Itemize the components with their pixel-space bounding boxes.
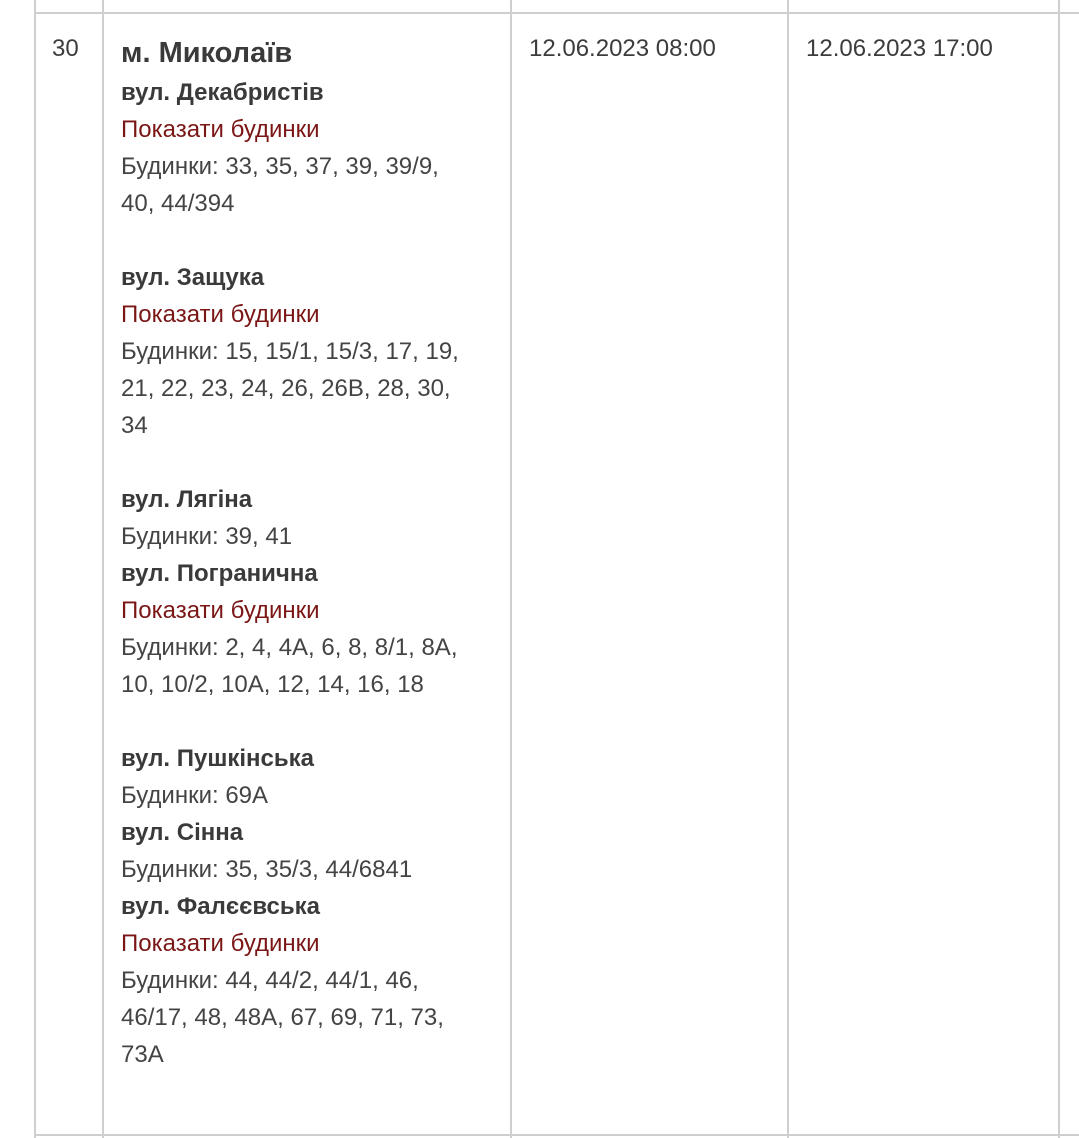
street-block xyxy=(121,555,501,703)
houses-list-line: 40, 44/394 xyxy=(121,190,235,217)
street-block xyxy=(121,888,501,1073)
show-houses-link[interactable]: Показати будинки xyxy=(121,301,320,328)
street-block xyxy=(121,740,501,814)
street-name: вул. Сінна xyxy=(121,819,244,846)
houses-list-line: Будинки: 33, 35, 37, 39, 39/9, xyxy=(121,153,439,180)
houses-list-line: 73А xyxy=(121,1041,164,1068)
row-divider-top xyxy=(34,12,1079,14)
column-divider-address xyxy=(510,0,512,1138)
houses-list-line: 46/17, 48, 48А, 67, 69, 71, 73, xyxy=(121,1004,444,1031)
houses-list-line: Будинки: 44, 44/2, 44/1, 46, xyxy=(121,967,419,994)
column-divider-number xyxy=(102,0,104,1138)
street-block xyxy=(121,814,501,888)
show-houses-link[interactable]: Показати будинки xyxy=(121,930,320,957)
houses-list-line: 34 xyxy=(121,412,148,439)
column-divider-start xyxy=(787,0,789,1138)
houses-list-line: Будинки: 69А xyxy=(121,782,269,809)
show-houses-link[interactable]: Показати будинки xyxy=(121,597,320,624)
houses-list-line: 21, 22, 23, 24, 26, 26В, 28, 30, xyxy=(121,375,451,402)
row-number: 30 xyxy=(52,35,79,62)
street-block xyxy=(121,481,501,555)
street-name: вул. Декабристів xyxy=(121,79,324,106)
houses-list-line: 10, 10/2, 10А, 12, 14, 16, 18 xyxy=(121,671,424,698)
street-block xyxy=(121,259,501,444)
street-name: вул. Защука xyxy=(121,264,265,291)
houses-list-line: Будинки: 35, 35/3, 44/6841 xyxy=(121,856,413,883)
houses-list-line: Будинки: 39, 41 xyxy=(121,523,293,550)
street-name: вул. Пушкінська xyxy=(121,745,315,772)
outage-start-time: 12.06.2023 08:00 xyxy=(529,35,716,62)
city-name: м. Миколаїв xyxy=(121,37,293,69)
street-list xyxy=(121,74,501,1073)
show-houses-link[interactable]: Показати будинки xyxy=(121,116,320,143)
street-name: вул. Лягіна xyxy=(121,486,253,513)
houses-list-line: Будинки: 2, 4, 4А, 6, 8, 8/1, 8А, xyxy=(121,634,458,661)
street-block xyxy=(121,74,501,222)
row-divider-bottom xyxy=(34,1134,1079,1136)
outage-end-time: 12.06.2023 17:00 xyxy=(806,35,993,62)
table-border-right xyxy=(1058,0,1060,1138)
houses-list-line: Будинки: 15, 15/1, 15/3, 17, 19, xyxy=(121,338,459,365)
street-name: вул. Погранична xyxy=(121,560,318,587)
street-name: вул. Фалєєвська xyxy=(121,893,320,920)
table-border-left xyxy=(34,0,36,1138)
address-cell xyxy=(121,32,501,1073)
